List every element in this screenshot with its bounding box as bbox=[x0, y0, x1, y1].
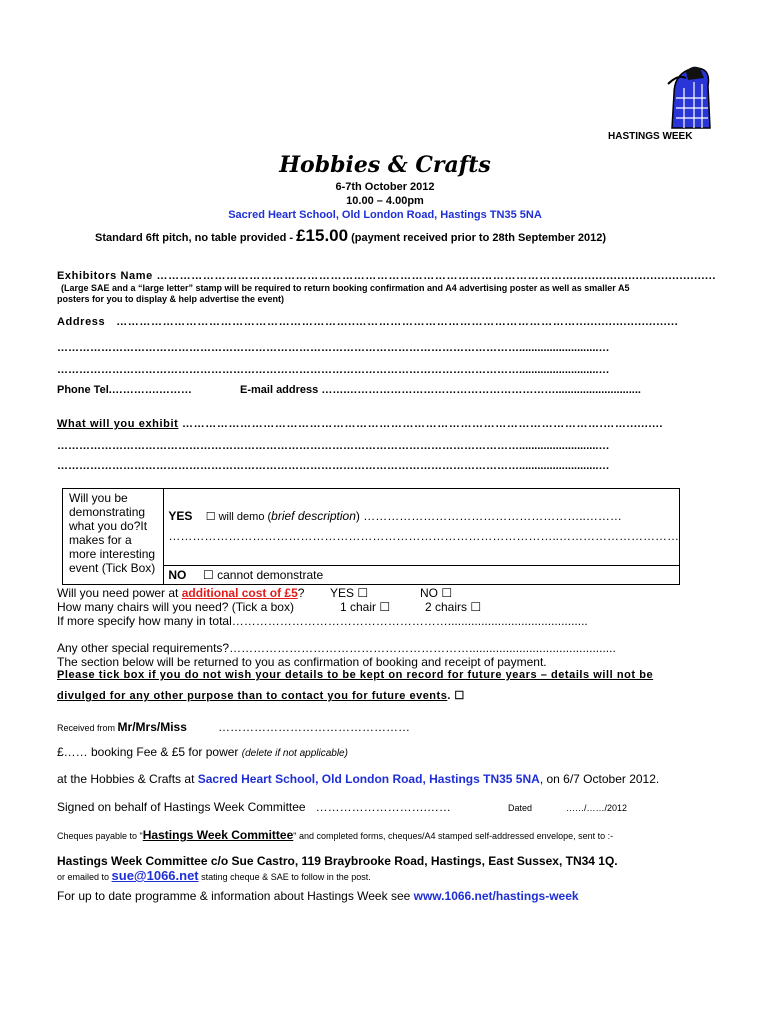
event-time: 10.00 – 4.00pm bbox=[346, 195, 424, 207]
cheques-line: Cheques payable to "Hastings Week Committee" and completed forms, cheques/A4 stamped self-addressed envelope, sent to :- bbox=[57, 828, 614, 842]
more-chairs-field[interactable]: If more specify how many in total……………………………………………….......................................... bbox=[57, 614, 588, 628]
event-confirmation-line: at the Hobbies & Crafts at Sacred Heart School, Old London Road, Hastings TN35 5NA, on 6/7 October 2012. bbox=[57, 772, 660, 786]
received-from-label: Received from bbox=[57, 723, 118, 733]
privacy-checkbox[interactable]: . ☐ bbox=[447, 690, 465, 702]
hastings-week-logo bbox=[664, 64, 716, 130]
power-no-checkbox[interactable]: NO ☐ bbox=[420, 586, 453, 600]
power-yes-checkbox[interactable]: YES ☐ bbox=[330, 586, 369, 600]
event-date: 6-7th October 2012 bbox=[335, 181, 435, 193]
exhibit-field[interactable]: What will you exhibit ……………………………………………………………………………………………….…….......... bbox=[57, 418, 664, 430]
programme-line: For up to date programme & information about Hastings Week see www.1066.net/hastings-week bbox=[57, 889, 579, 903]
power-cost: additional cost of £5 bbox=[181, 586, 298, 600]
event-venue: Sacred Heart School, Old London Road, Hastings TN35 5NA bbox=[228, 209, 542, 221]
privacy-note-2: divulged for any other purpose than to contact you for future events. ☐ bbox=[57, 690, 465, 702]
cannot-demo-checkbox[interactable]: ☐ cannot demonstrate bbox=[203, 568, 324, 582]
exhibit-label: What will you exhibit bbox=[57, 418, 179, 430]
email-field[interactable]: E-mail address …….…………………………………………………............................ bbox=[240, 384, 641, 396]
email-label: E-mail address bbox=[240, 384, 319, 396]
special-requirements-field[interactable]: Any other special requirements?……………………………………………………............................................ bbox=[57, 641, 616, 655]
title-options: Mr/Mrs/Miss bbox=[117, 720, 187, 734]
one-chair-checkbox[interactable]: 1 chair ☐ bbox=[340, 600, 391, 614]
dated-field[interactable]: ……/……/2012 bbox=[566, 803, 628, 813]
postal-address: Hastings Week Committee c/o Sue Castro, 119 Braybrooke Road, Hastings, East Sussex, TN34 1Q. bbox=[57, 854, 618, 868]
website-link[interactable]: www.1066.net/hastings-week bbox=[413, 889, 579, 903]
exhibit-line-3[interactable]: ………………………………………………………………………………………………………………..........................… bbox=[57, 460, 610, 472]
fee-line: £…… booking Fee & £5 for power (delete if not applicable) bbox=[57, 745, 348, 759]
sae-note-1: (Large SAE and a “large letter” stamp will be required to return booking confirmation and A4 advertising poster as well as smaller A5 bbox=[61, 283, 630, 293]
chairs-question: How many chairs will you need? (Tick a box) bbox=[57, 600, 294, 614]
returned-note: The section below will be returned to you as confirmation of booking and receipt of payment. bbox=[57, 655, 547, 669]
demo-question: Will you be demonstrating what you do?It makes for a more interesting event (Tick Box) bbox=[63, 489, 164, 585]
demo-no-cell bbox=[164, 566, 680, 585]
received-from-field[interactable] bbox=[57, 718, 187, 736]
confirmation-venue: Sacred Heart School, Old London Road, Hastings TN35 5NA bbox=[197, 772, 540, 786]
sae-note-2: posters for you to display & help advertise the event) bbox=[57, 294, 285, 304]
dated-label: Dated bbox=[508, 803, 533, 813]
address-field[interactable]: Address ……………………………………………………..…………………………………………………............................ bbox=[57, 316, 679, 328]
description-field[interactable]: ……………………………………………………………………………………..………………………… bbox=[168, 529, 679, 543]
email-line: or emailed to sue@1066.net stating cheque & SAE to follow in the post. bbox=[57, 868, 371, 883]
two-chairs-checkbox[interactable]: 2 chairs ☐ bbox=[425, 600, 482, 614]
address-label: Address bbox=[57, 316, 106, 328]
fee-note: (delete if not applicable) bbox=[241, 748, 348, 759]
signed-label: Signed on behalf of Hastings Week Committee bbox=[57, 800, 306, 814]
exhibitors-name-field[interactable]: Exhibitors Name …………………………………………………………………………………………….......................................... bbox=[57, 270, 717, 282]
pitch-info: Standard 6ft pitch, no table provided - £15.00 (payment received prior to 28th September 2012) bbox=[95, 226, 607, 245]
brand-label: HASTINGS WEEK bbox=[608, 131, 693, 142]
exhibitors-label: Exhibitors Name bbox=[57, 270, 153, 282]
no-label: NO bbox=[168, 568, 187, 582]
exhibit-line-2[interactable]: ………………………………………………………………………………………………………………..........................… bbox=[57, 440, 610, 452]
phone-field[interactable]: Phone Tel.………….……… bbox=[57, 384, 192, 396]
demo-table bbox=[62, 488, 680, 585]
demo-yes-cell: YES ☐ will demo (brief description) ………………………………………………..……… ……………………………………………………………………………………..………………………… bbox=[164, 489, 680, 566]
privacy-note-1: Please tick box if you do not wish your details to be kept on record for future years – details will not be bbox=[57, 669, 654, 681]
pitch-price: £15.00 bbox=[296, 226, 349, 245]
yes-label: YES bbox=[168, 509, 193, 523]
email-link[interactable]: sue@1066.net bbox=[111, 868, 199, 883]
address-line-3[interactable]: ………………………………………………………………………………………………………………..........................… bbox=[57, 364, 610, 376]
cheques-payee: Hastings Week Committee bbox=[142, 828, 294, 842]
signed-field[interactable]: Signed on behalf of Hastings Week Committee ……………………….…… bbox=[57, 800, 451, 814]
brief-description-label: brief description bbox=[271, 509, 356, 523]
will-demo-checkbox[interactable]: ☐ will demo ( bbox=[205, 511, 272, 523]
page-title: Hobbies & Crafts bbox=[279, 152, 491, 178]
received-from-dots[interactable]: ………………………………………… bbox=[218, 720, 410, 734]
power-question: Will you need power at additional cost of £5? bbox=[57, 586, 305, 600]
address-line-2[interactable]: ………………………………………………………………………………………………………………..........................… bbox=[57, 342, 610, 354]
